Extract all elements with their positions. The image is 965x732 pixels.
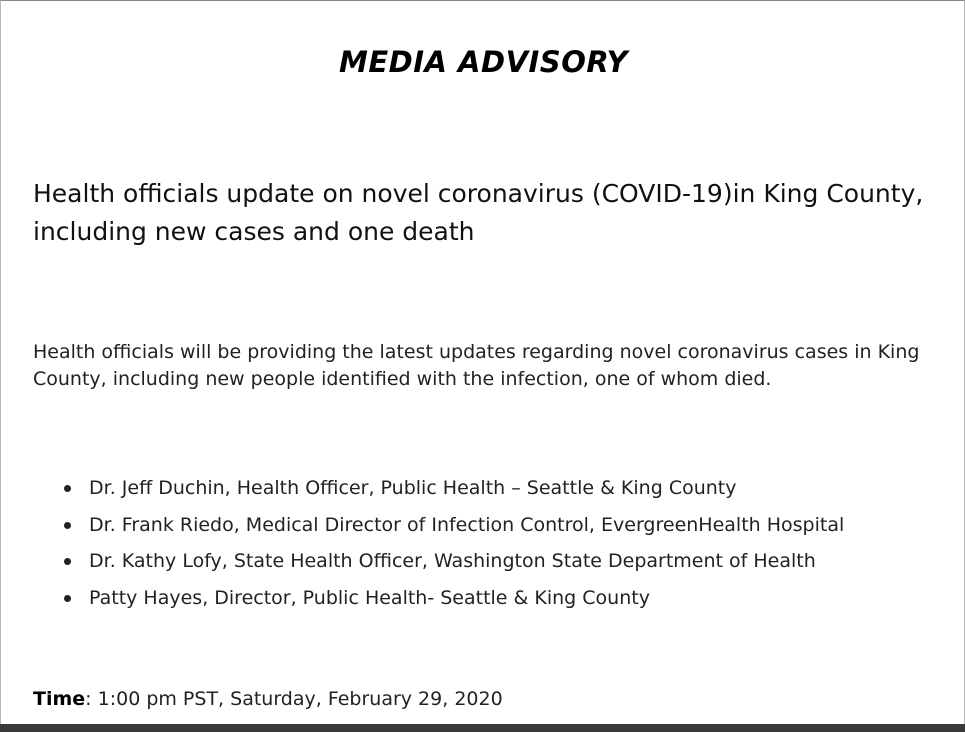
speaker-list [33,470,953,616]
bullet-icon [64,522,71,529]
list-item [33,507,953,544]
speaker-name: Dr. Jeff Duchin, Health Officer, Public Health – Seattle & King County [89,477,737,499]
time-label: Time [33,688,86,710]
speaker-name: Dr. Kathy Lofy, State Health Officer, Washington State Department of Health [89,550,816,572]
page-title: MEDIA ADVISORY [338,45,629,79]
list-item [33,543,953,580]
bottom-edge-bar [0,724,965,732]
advisory-paragraph: Health officials will be providing the latest updates regarding novel coronavirus cases in King County, including new people identified with the infection, one of whom died. [33,341,920,390]
bullet-icon [64,485,71,492]
speaker-name: Patty Hayes, Director, Public Health- Seattle & King County [89,586,650,609]
event-time [33,686,503,712]
bullet-icon [64,595,71,602]
list-item [33,470,953,507]
headline: Health officials update on novel coronavirus (COVID-19)in King County, including new cases and one death [33,179,924,246]
time-value: : 1:00 pm PST, Saturday, February 29, 2020 [85,688,503,710]
speaker-name: Dr. Frank Riedo, Medical Director of Infection Control, EvergreenHealth Hospital [89,513,845,536]
list-item [33,580,953,617]
bullet-icon [64,558,71,565]
